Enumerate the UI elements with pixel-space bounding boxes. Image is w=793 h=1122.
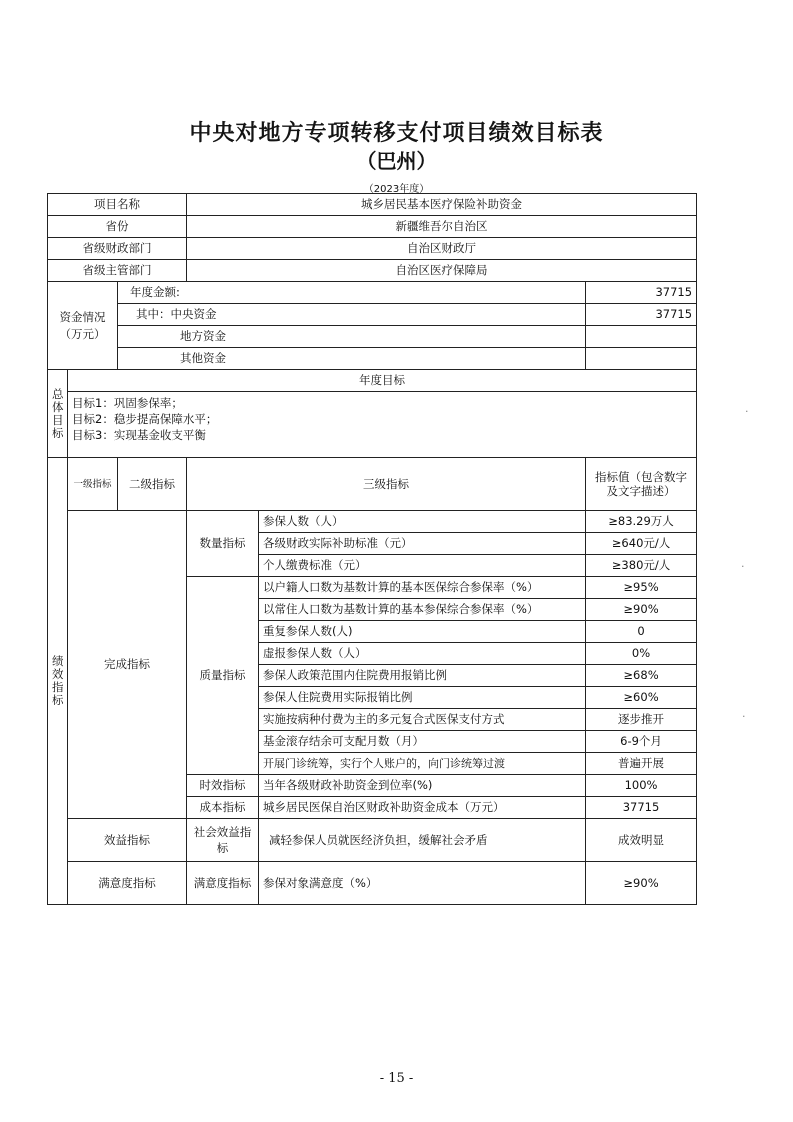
table-row <box>48 304 697 326</box>
indicator-name: 以户籍人口数为基数计算的基本医保综合参保率（%） <box>259 577 586 599</box>
level2-quantity: 数量指标 <box>187 511 259 577</box>
indicator-value: ≥90% <box>586 599 697 621</box>
goal-item: 目标1：巩固参保率； <box>72 396 183 410</box>
indicator-value: 0 <box>586 621 697 643</box>
level1-header: 一级指标 <box>68 458 118 511</box>
indicator-value: ≥380元/人 <box>586 555 697 577</box>
indicator-value: 0% <box>586 643 697 665</box>
central-funds-value: 37715 <box>586 304 697 326</box>
table-row <box>48 511 697 533</box>
table-row <box>48 348 697 370</box>
level1-complete: 完成指标 <box>68 511 187 819</box>
indicator-name: 当年各级财政补助资金到位率(%) <box>259 775 586 797</box>
page-subtitle: （巴州） <box>356 149 437 173</box>
indicator-value: ≥60% <box>586 687 697 709</box>
level2-satisfaction: 满意度指标 <box>187 862 259 905</box>
table-row <box>48 370 697 392</box>
finance-dept-label: 省级财政部门 <box>48 238 187 260</box>
indicator-name: 虚报参保人数（人） <box>259 643 586 665</box>
local-funds-label: 地方资金 <box>118 326 586 348</box>
goal-item: 目标2：稳步提高保障水平； <box>72 412 218 426</box>
table-row <box>48 458 697 511</box>
level1-benefit: 效益指标 <box>68 819 187 862</box>
goal-item: 目标3：实现基金收支平衡 <box>72 428 206 442</box>
level2-cost: 成本指标 <box>187 797 259 819</box>
scan-mark: · <box>741 560 745 573</box>
indicator-name: 各级财政实际补助标准（元） <box>259 533 586 555</box>
table-row <box>48 862 697 905</box>
annual-amount-value: 37715 <box>586 282 697 304</box>
indicator-value: 逐步推开 <box>586 709 697 731</box>
indicator-name: 减轻参保人员就医经济负担，缓解社会矛盾 <box>259 819 586 862</box>
performance-target-table <box>47 193 697 905</box>
finance-dept-value: 自治区财政厅 <box>187 238 697 260</box>
overall-goal-label: 总体目标 <box>48 370 68 458</box>
table-row <box>48 819 697 862</box>
indicator-value-header: 指标值（包含数字及文字描述） <box>586 458 697 511</box>
level2-header: 二级指标 <box>118 458 187 511</box>
level2-social: 社会效益指标 <box>187 819 259 862</box>
funds-label: 资金情况（万元） <box>48 282 118 370</box>
page-number: - 15 - <box>379 1071 414 1086</box>
scan-mark: · <box>745 405 749 418</box>
competent-dept-label: 省级主管部门 <box>48 260 187 282</box>
indicator-name: 基金滚存结余可支配月数（月） <box>259 731 586 753</box>
indicator-name: 以常住人口数为基数计算的基本参保综合参保率（%） <box>259 599 586 621</box>
level2-time: 时效指标 <box>187 775 259 797</box>
indicator-name: 个人缴费标准（元） <box>259 555 586 577</box>
indicator-value: 37715 <box>586 797 697 819</box>
indicator-value: ≥640元/人 <box>586 533 697 555</box>
indicator-value: ≥83.29万人 <box>586 511 697 533</box>
indicator-value: 普遍开展 <box>586 753 697 775</box>
indicator-name: 参保人数（人） <box>259 511 586 533</box>
level1-satisfaction: 满意度指标 <box>68 862 187 905</box>
page-title: 中央对地方专项转移支付项目绩效目标表 <box>189 120 604 146</box>
indicator-name: 实施按病种付费为主的多元复合式医保支付方式 <box>259 709 586 731</box>
indicator-value: ≥90% <box>586 862 697 905</box>
indicator-value: ≥68% <box>586 665 697 687</box>
level2-quality: 质量指标 <box>187 577 259 775</box>
project-name-label: 项目名称 <box>48 194 187 216</box>
indicator-name: 参保人政策范围内住院费用报销比例 <box>259 665 586 687</box>
annual-goal-header: 年度目标 <box>68 370 697 392</box>
indicator-name: 城乡居民医保自治区财政补助资金成本（万元） <box>259 797 586 819</box>
other-funds-value <box>586 348 697 370</box>
indicator-name: 参保人住院费用实际报销比例 <box>259 687 586 709</box>
goals-cell <box>68 392 697 458</box>
scan-mark: · <box>742 710 746 723</box>
indicator-value: 100% <box>586 775 697 797</box>
other-funds-label: 其他资金 <box>118 348 586 370</box>
project-name-value: 城乡居民基本医疗保险补助资金 <box>187 194 697 216</box>
table-row <box>48 282 697 304</box>
table-row <box>48 238 697 260</box>
level3-header: 三级指标 <box>187 458 586 511</box>
competent-dept-value: 自治区医疗保障局 <box>187 260 697 282</box>
indicator-value: 成效明显 <box>586 819 697 862</box>
indicator-name: 开展门诊统筹，实行个人账户的，向门诊统筹过渡 <box>259 753 586 775</box>
year-label: （2023年度） <box>363 184 430 195</box>
indicator-value: ≥95% <box>586 577 697 599</box>
table-row <box>48 392 697 458</box>
province-label: 省份 <box>48 216 187 238</box>
table-row <box>48 260 697 282</box>
table-row <box>48 216 697 238</box>
central-funds-label: 其中：中央资金 <box>118 304 586 326</box>
annual-amount-label: 年度金额: <box>118 282 586 304</box>
indicator-name: 参保对象满意度（%） <box>259 862 586 905</box>
indicator-value: 6-9个月 <box>586 731 697 753</box>
table-row <box>48 326 697 348</box>
local-funds-value <box>586 326 697 348</box>
indicator-name: 重复参保人数(人) <box>259 621 586 643</box>
performance-label: 绩效指标 <box>48 458 68 905</box>
table-row <box>48 194 697 216</box>
province-value: 新疆维吾尔自治区 <box>187 216 697 238</box>
